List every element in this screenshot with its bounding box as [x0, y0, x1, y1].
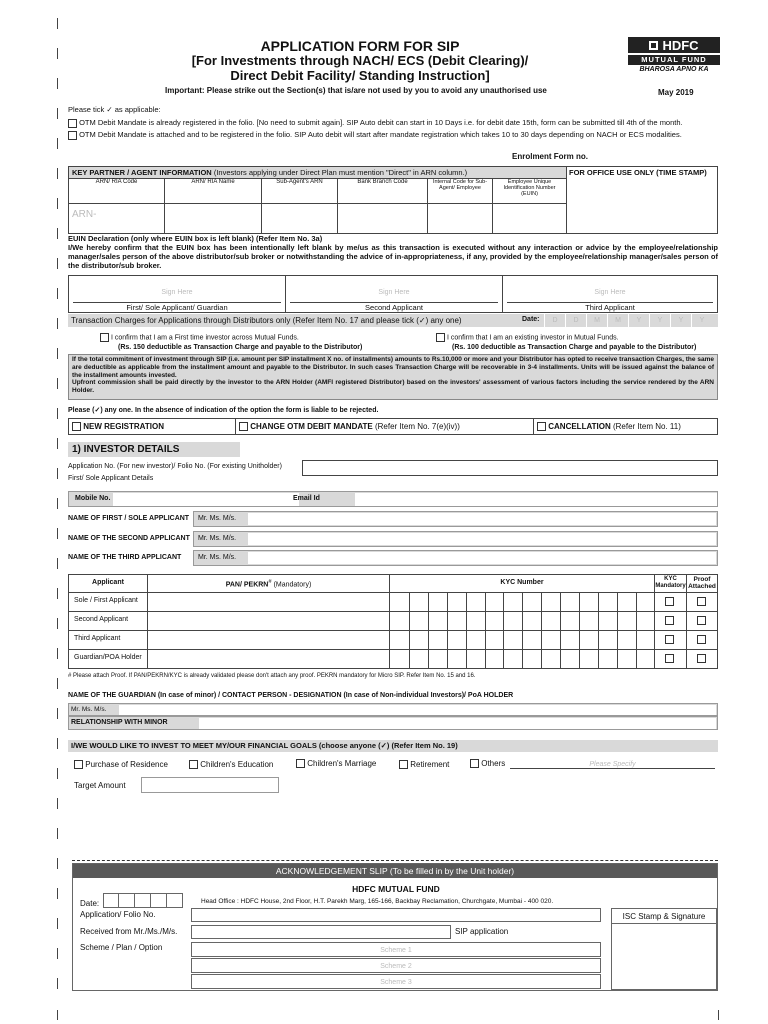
sign-first[interactable]	[69, 276, 286, 313]
tick-option-1-label: OTM Debit Mandate is already registered in the folio. [No need to submit again]. SIP Auto debit can start in 10 Days i.e. for debit date 15th, form can be submitted till 4th of the month.	[79, 118, 683, 127]
new-registration[interactable]	[72, 422, 164, 431]
kyc-pan-input[interactable]	[148, 631, 389, 649]
ack-date-box[interactable]	[151, 893, 167, 908]
goal-residence[interactable]	[74, 760, 168, 769]
kyc-table	[68, 574, 718, 669]
cancellation[interactable]	[537, 422, 681, 431]
form-title: APPLICATION FORM FOR SIP	[260, 38, 460, 54]
cancellation-checkbox[interactable]	[537, 422, 546, 431]
name3-salutation: Mr. Ms. M/s.	[198, 554, 237, 561]
sign-third-label: Third Applicant	[507, 302, 713, 312]
arn-name-cell[interactable]	[165, 179, 262, 234]
arn-code-label: ARN/ RIA Code	[95, 179, 138, 185]
appno-input[interactable]	[302, 460, 718, 476]
kyc-number-input[interactable]	[390, 650, 654, 668]
change-mandate-checkbox[interactable]	[239, 422, 248, 431]
kyc-col-proof: Proof Attached	[688, 576, 716, 590]
cancellation-ref: (Refer Item No. 11)	[612, 422, 681, 431]
logo-name: HDFC	[662, 37, 699, 53]
bank-branch-cell[interactable]	[338, 179, 428, 234]
name2-salutation: Mr. Ms. M/s.	[198, 535, 237, 542]
corner-mark	[57, 1010, 58, 1020]
ack-date-box[interactable]	[119, 893, 135, 908]
kyc-mandatory-checkbox[interactable]	[665, 597, 674, 606]
first-time-label: I confirm that I am a First time investor across Mutual Funds.	[110, 334, 299, 342]
change-mandate[interactable]	[239, 422, 460, 431]
relationship-label: RELATIONSHIP WITH MINOR	[71, 719, 168, 726]
cut-line	[72, 860, 718, 861]
name3-input[interactable]	[248, 552, 716, 564]
relationship-row[interactable]	[68, 716, 718, 730]
guardian-input[interactable]	[119, 705, 716, 715]
kyc-col-kyc: KYC Number	[500, 579, 544, 586]
important-note: Important: Please strike out the Section(s) that is/are not used by you to avoid any unauthorised use	[165, 86, 547, 95]
ack-company: HDFC MUTUAL FUND	[352, 884, 440, 894]
tick-option-1-checkbox[interactable]	[68, 119, 77, 128]
mobile-label: Mobile No.	[75, 495, 111, 502]
ack-scheme-2[interactable]: Scheme 2	[191, 958, 601, 973]
ack-sip-label: SIP application	[455, 927, 509, 936]
internal-code-cell[interactable]	[428, 179, 493, 234]
enrolment-label: Enrolment Form no.	[512, 152, 588, 161]
proof-attached-checkbox[interactable]	[697, 597, 706, 606]
email-label: Email Id	[293, 495, 320, 502]
ack-slip	[72, 863, 718, 991]
kyc-row	[68, 593, 718, 612]
goal-marriage-checkbox[interactable]	[296, 759, 305, 768]
ack-date-box[interactable]	[103, 893, 119, 908]
existing-checkbox[interactable]	[436, 333, 445, 342]
tick-option-1[interactable]	[68, 118, 683, 128]
first-details-label: First/ Sole Applicant Details	[68, 475, 154, 482]
ack-date-box[interactable]	[167, 893, 183, 908]
logo-tagline: BHAROSA APNO KA	[639, 66, 709, 73]
first-time-checkbox[interactable]	[100, 333, 109, 342]
kyc-row-label: Third Applicant	[74, 635, 121, 642]
name2-row[interactable]	[193, 531, 718, 547]
office-use-label: FOR OFFICE USE ONLY (TIME STAMP)	[569, 168, 707, 177]
name3-label: NAME OF THE THIRD APPLICANT	[68, 554, 182, 561]
date-box-y4[interactable]: Y	[691, 314, 712, 327]
kyc-mandatory-checkbox[interactable]	[665, 635, 674, 644]
guardian-title: NAME OF THE GUARDIAN (In case of minor) / CONTACT PERSON - DESIGNATION (In case of Non-individual Investors)/ PoA HOLDER	[68, 692, 514, 699]
transaction-first-time[interactable]	[100, 333, 299, 342]
transaction-date-boxes[interactable]	[544, 314, 712, 327]
transaction-note-2: Upfront commission shall be paid directly by the investor to the ARN Holder (AMFI registered Distributor) based on the investors' assessment of various factors including the service rendered by the ARN Holder.	[72, 379, 714, 395]
goal-others-input[interactable]	[510, 759, 715, 769]
internal-code-label: Internal Code for Sub-Agent/ Employee	[432, 179, 488, 191]
name2-label: NAME OF THE SECOND APPLICANT	[68, 535, 190, 542]
sign-second-placeholder: Sign Here	[378, 289, 410, 296]
form-date: May 2019	[658, 88, 694, 97]
sub-agent-cell[interactable]	[262, 179, 338, 234]
transaction-date-label: Date:	[522, 316, 540, 323]
name1-input[interactable]	[248, 513, 716, 525]
name1-label: NAME OF FIRST / SOLE APPLICANT	[68, 515, 190, 522]
new-registration-checkbox[interactable]	[72, 422, 81, 431]
choice-row	[68, 418, 718, 435]
kyc-col-applicant: Applicant	[92, 579, 124, 586]
euin-cell[interactable]	[493, 179, 567, 234]
euin-label: Employee Unique Identification Number (EUIN)	[503, 179, 556, 197]
target-input[interactable]	[141, 777, 279, 793]
ack-folio-input[interactable]	[191, 908, 601, 922]
goal-education-checkbox[interactable]	[189, 760, 198, 769]
tick-option-2-checkbox[interactable]	[68, 131, 77, 140]
date-box-y3[interactable]: Y	[670, 314, 691, 327]
kyc-col-mandatory: KYC Mandatory	[655, 576, 686, 589]
corner-mark	[718, 1010, 719, 1020]
kyc-col-pan-note: (Mandatory)	[273, 581, 312, 589]
new-registration-label: NEW REGISTRATION	[83, 422, 164, 431]
kyc-col-pan: PAN/ PEKRN# (Mandatory)	[225, 579, 312, 589]
ack-office: Head Office : HDFC House, 2nd Floor, H.T. Parekh Marg, 165-166, Backbay Reclamation, Churchgate, Mumbai - 400 020.	[201, 898, 554, 905]
partner-box	[68, 166, 718, 234]
goal-others-placeholder: Please Specify	[589, 761, 636, 768]
transaction-notes	[68, 354, 718, 400]
name1-row[interactable]	[193, 511, 718, 527]
ack-scheme-label: Scheme / Plan / Option	[80, 943, 163, 952]
transaction-existing[interactable]	[436, 333, 619, 342]
goal-education[interactable]	[189, 760, 273, 769]
tick-option-2[interactable]	[68, 130, 682, 140]
sign-first-label: First/ Sole Applicant/ Guardian	[73, 302, 281, 312]
ack-folio-label: Application/ Folio No.	[80, 910, 156, 919]
proof-attached-checkbox[interactable]	[697, 635, 706, 644]
transaction-title: Transaction Charges for Applications through Distributors only (Refer Item No. 17 and please tick (✓) any one)	[71, 316, 462, 325]
partner-header	[69, 167, 567, 178]
kyc-mandatory-checkbox[interactable]	[665, 616, 674, 625]
partner-title: KEY PARTNER / AGENT INFORMATION	[72, 168, 212, 177]
date-box-y1[interactable]: Y	[628, 314, 649, 327]
kyc-pan-input[interactable]	[148, 612, 389, 630]
goal-marriage[interactable]	[296, 759, 376, 768]
kyc-pan-input[interactable]	[148, 593, 389, 611]
date-box-d2[interactable]: D	[565, 314, 586, 327]
euin-text: I/We hereby confirm that the EUIN box has been intentionally left blank by me/us as this transaction is executed without any interaction or advice by the employee/relationship manager/sales person of the above distributor/sub broker or notwithstanding the advice of in-appropriateness, if any, provided by the employee/relationship manager/sales person of the distributor/sub broker.	[68, 243, 718, 270]
target-label: Target Amount	[74, 781, 126, 790]
name2-input[interactable]	[248, 533, 716, 545]
kyc-row	[68, 612, 718, 631]
signature-row	[68, 275, 718, 313]
appno-label: Application No. (For new investor)/ Folio No. (For existing Unitholder)	[68, 463, 282, 470]
transaction-note-1: If the total commitment of investment through SIP (i.e. amount per SIP installment X no. of installments) amounts to Rs.10,000 or more and your Distributor has opted to receive transaction Charges, the same are deductible as applicable from the installment amount and payable to the Distributor. In such cases Transaction Charge will be recoverable in 3-4 installments. Units will be issued against the balance of the installment amounts invested.	[72, 356, 714, 379]
ack-received-input[interactable]	[191, 925, 451, 939]
kyc-pan-input[interactable]	[148, 650, 389, 668]
tick-option-2-label: OTM Debit Mandate is attached and to be registered in the folio. SIP Auto debit will start after mandate registration which takes 10 to 30 days depending on NACH or ECS modalities.	[79, 130, 682, 139]
bank-branch-label: Bank Branch Code	[357, 179, 408, 185]
proof-attached-checkbox[interactable]	[697, 654, 706, 663]
kyc-number-input[interactable]	[390, 593, 654, 611]
relationship-input[interactable]	[199, 718, 716, 729]
goals-title: I/WE WOULD LIKE TO INVEST TO MEET MY/OUR FINANCIAL GOALS (choose anyone (✓) (Refer Item No. 19)	[68, 740, 718, 752]
euin-declaration	[68, 234, 718, 270]
sign-second[interactable]	[286, 276, 503, 313]
investor-section-title: 1) INVESTOR DETAILS	[68, 442, 240, 457]
contact-row	[68, 491, 718, 507]
arn-code-cell[interactable]	[69, 179, 165, 234]
logo-sub: MUTUAL FUND	[628, 55, 720, 65]
sign-third-placeholder: Sign Here	[594, 289, 626, 296]
kyc-row-label: Guardian/POA Holder	[74, 654, 142, 661]
guardian-salutation: Mr. Ms. M/s.	[71, 706, 107, 713]
first-time-note: (Rs. 150 deductible as Transaction Charge and payable to the Distributor)	[118, 344, 363, 351]
goal-retirement-checkbox[interactable]	[399, 760, 408, 769]
partner-note: (Investors applying under Direct Plan must mention "Direct" in ARN column.)	[213, 168, 468, 177]
goal-others-checkbox[interactable]	[470, 759, 479, 768]
ack-title: ACKNOWLEDGEMENT SLIP (To be filled in by the Unit holder)	[73, 864, 717, 878]
choice-note: Please (✓) any one. In the absence of indication of the option the form is liable to be rejected.	[68, 407, 379, 414]
sign-first-placeholder: Sign Here	[161, 289, 193, 296]
change-mandate-label: CHANGE OTM DEBIT MANDATE	[250, 422, 373, 431]
kyc-footnote: # Please attach Proof. If PAN/PEKRN/KYC is already validated please don't attach any proof. PEKRN mandatory for Micro SIP. Refer Item No. 15 and 16.	[68, 673, 476, 679]
name3-row[interactable]	[193, 550, 718, 566]
logo-square-icon	[649, 41, 658, 50]
euin-title: EUIN Declaration (only where EUIN box is left blank) (Refer Item No. 3a)	[68, 234, 323, 243]
kyc-number-input[interactable]	[390, 612, 654, 630]
ack-isc-label: ISC Stamp & Signature	[612, 912, 716, 924]
goal-marriage-label: Children's Marriage	[307, 759, 377, 768]
goal-residence-label: Purchase of Residence	[85, 760, 168, 769]
hdfc-logo	[628, 37, 720, 73]
kyc-mandatory-checkbox[interactable]	[665, 654, 674, 663]
existing-label: I confirm that I am an existing investor in Mutual Funds.	[446, 334, 619, 342]
kyc-row	[68, 650, 718, 669]
date-box-d1[interactable]: D	[544, 314, 565, 327]
goal-residence-checkbox[interactable]	[74, 760, 83, 769]
form-subtitle-2: Direct Debit Facility/ Standing Instruction]	[230, 68, 490, 83]
ack-isc-box[interactable]	[611, 908, 717, 990]
proof-attached-checkbox[interactable]	[697, 616, 706, 625]
goal-retirement[interactable]	[399, 760, 449, 769]
goal-education-label: Children's Education	[200, 760, 274, 769]
mobile-input[interactable]	[113, 493, 299, 506]
kyc-row-label: Second Applicant	[74, 616, 129, 623]
sub-agent-label: Sub-Agent's ARN	[276, 179, 323, 185]
goal-others[interactable]	[470, 759, 505, 768]
goal-retirement-label: Retirement	[410, 760, 450, 769]
existing-note: (Rs. 100 deductible as Transaction Charge and payable to the Distributor)	[452, 344, 697, 351]
ack-scheme-3[interactable]: Scheme 3	[191, 974, 601, 989]
kyc-row	[68, 631, 718, 650]
ack-received-label: Received from Mr./Ms./M/s.	[80, 927, 178, 936]
ack-date-box[interactable]	[135, 893, 151, 908]
kyc-col-pan-label: PAN/ PEKRN	[225, 581, 269, 589]
ack-date-label: Date:	[80, 899, 100, 908]
arn-name-label: ARN/ RIA Name	[191, 179, 235, 185]
ack-date-boxes[interactable]	[103, 893, 183, 908]
name1-salutation: Mr. Ms. M/s.	[198, 515, 237, 522]
kyc-row-label: Sole / First Applicant	[74, 597, 138, 604]
kyc-number-input[interactable]	[390, 631, 654, 649]
form-subtitle-1: [For Investments through NACH/ ECS (Debit Clearing)/	[191, 53, 529, 68]
cancellation-label: CANCELLATION	[548, 422, 611, 431]
email-input[interactable]	[355, 493, 717, 506]
ack-scheme-1[interactable]: Scheme 1	[191, 942, 601, 957]
change-mandate-ref: (Refer Item No. 7(e)(iv))	[374, 422, 460, 431]
date-box-y2[interactable]: Y	[649, 314, 670, 327]
arn-prefix: ARN-	[72, 209, 97, 220]
sign-second-label: Second Applicant	[290, 302, 498, 312]
date-box-m1[interactable]: M	[586, 314, 607, 327]
tick-label: Please tick ✓ as applicable:	[68, 105, 161, 114]
guardian-row[interactable]	[68, 703, 718, 716]
goal-others-label: Others	[481, 759, 506, 768]
sign-third[interactable]	[503, 276, 717, 313]
date-box-m2[interactable]: M	[607, 314, 628, 327]
